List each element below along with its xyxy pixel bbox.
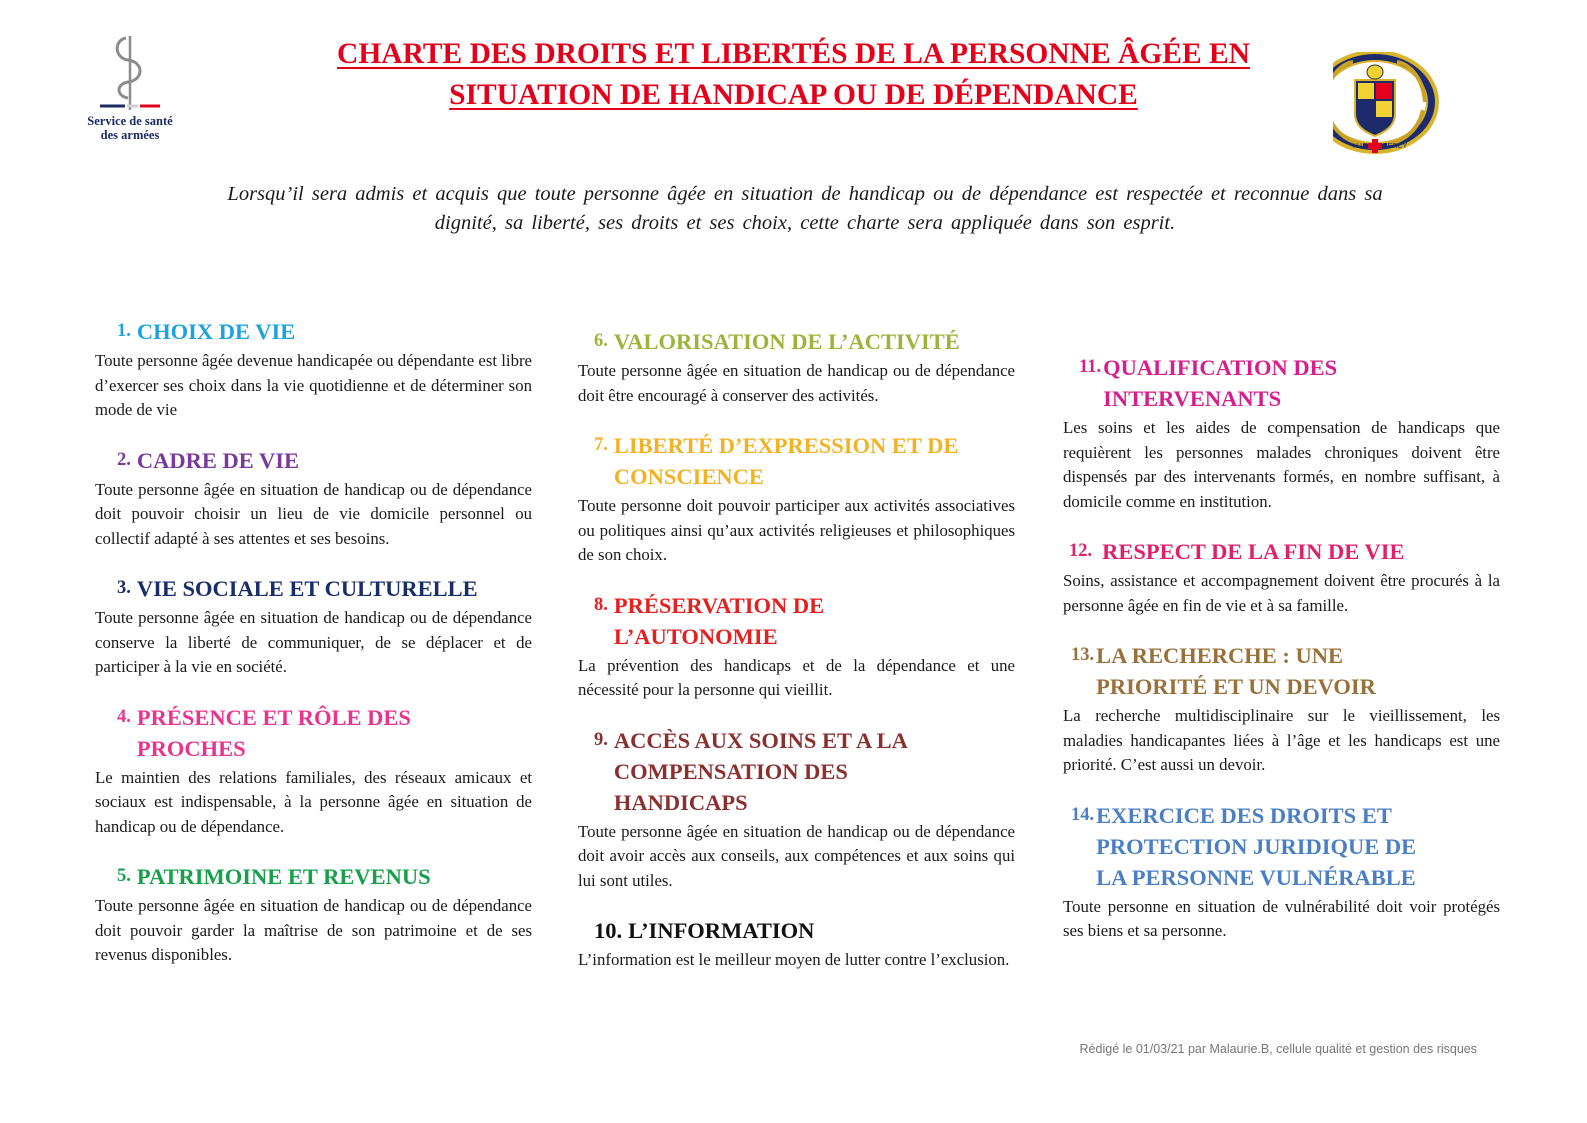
- section-12: [1063, 536, 1500, 618]
- caduceus-icon: [100, 34, 160, 114]
- section-13: [1063, 640, 1500, 778]
- footer-credit: Rédigé le 01/03/21 par Malaurie.B, cellule qualité et gestion des risques: [1079, 1042, 1477, 1056]
- section-10: [578, 915, 1015, 973]
- section-heading: 9. ACCÈS AUX SOINS ET A LA COMPENSATION DES HANDICAPS: [594, 727, 907, 815]
- section-body: Toute personne âgée en situation de handicap ou de dépendance doit être encouragé à conserver des activités.: [578, 361, 1015, 405]
- section-heading: 1. CHOIX DE VIE: [117, 319, 296, 344]
- hia-percy-emblem: [1333, 52, 1463, 162]
- section-body: La recherche multidisciplinaire sur le vieillissement, les maladies handicapantes liées à l’âge et les handicaps est une priorité. C’est aussi un devoir.: [1063, 706, 1500, 774]
- section-heading: 12. RESPECT DE LA FIN DE VIE: [1069, 539, 1405, 564]
- section-heading: 4. PRÉSENCE ET RÔLE DES PROCHES: [117, 704, 411, 761]
- section-heading: 7. LIBERTÉ D’EXPRESSION ET DE CONSCIENCE: [594, 433, 959, 489]
- section-body: Toute personne en situation de vulnérabilité doit voir protégés ses biens et sa personne.: [1063, 896, 1500, 940]
- section-7: [578, 430, 1015, 568]
- intro-paragraph: Lorsqu’il sera admis et acquis que toute personne âgée en situation de handicap ou de dépendance est respectée et reconnue dans sa dignité, sa liberté, ses droits et ses choix, cette charte sera appliquée dans son esprit.: [227, 183, 1383, 234]
- section-heading: 14. EXERCICE DES DROITS ET PROTECTION JURIDIQUE DE LA PERSONNE VULNÉRABLE: [1071, 802, 1417, 890]
- svg-text:H.I.A: H.I.A: [1353, 143, 1369, 150]
- section-2: [95, 445, 532, 552]
- section-3: [95, 573, 532, 680]
- page-title: [250, 34, 1337, 116]
- section-body: L’information est le meilleur moyen de lutter contre l’exclusion.: [578, 950, 1010, 969]
- section-body: Soins, assistance et accompagnement doivent être procurés à la personne âgée en fin de vie et à sa famille.: [1063, 571, 1500, 615]
- section-heading: 10. L’INFORMATION: [594, 918, 815, 943]
- section-heading: 3. VIE SOCIALE ET CULTURELLE: [117, 576, 478, 601]
- column-3: [1063, 352, 1500, 944]
- title-line-1: CHARTE DES DROITS ET LIBERTÉS DE LA PERSONNE ÂGÉE EN: [337, 38, 1250, 70]
- section-6: [578, 326, 1015, 408]
- logo-caption: Service de santé des armées: [87, 114, 173, 142]
- section-body: Toute personne doit pouvoir participer aux activités associatives ou politiques ainsi qu’aux activités religieuses et philosophiques de son choix.: [578, 496, 1015, 564]
- section-heading: 13. LA RECHERCHE : UNE PRIORITÉ ET UN DEVOIR: [1071, 643, 1376, 699]
- section-body: Le maintien des relations familiales, des réseaux amicaux et sociaux est indispensable, à la personne âgée en situation de handicap ou de dépendance.: [95, 767, 532, 836]
- column-1: [95, 316, 532, 968]
- section-heading: 6. VALORISATION DE L’ACTIVITÉ: [594, 329, 960, 354]
- section-body: Les soins et les aides de compensation de handicaps que requièrent les personnes malades chroniques doivent être dispensés par des intervenants formés, en nombre suffisant, à domicile comme en institution.: [1063, 418, 1500, 511]
- section-heading: 5. PATRIMOINE ET REVENUS: [117, 864, 431, 889]
- section-body: Toute personne âgée en situation de handicap ou de dépendance conserve la liberté de communiquer, de se déplacer et de participer à la vie en société.: [95, 608, 532, 676]
- section-body: Toute personne âgée en situation de handicap ou de dépendance doit pouvoir garder la maîtrise de son patrimoine et de ses revenus disponibles.: [95, 896, 532, 964]
- section-1: [95, 316, 532, 423]
- section-heading: 11. QUALIFICATION DES INTERVENANTS: [1079, 355, 1338, 411]
- section-body: La prévention des handicaps et de la dépendance et une nécessité pour la personne qui vieillit.: [578, 655, 1015, 699]
- section-heading: 2. CADRE DE VIE: [117, 447, 299, 473]
- section-14: [1063, 800, 1500, 944]
- section-9: [578, 725, 1015, 894]
- service-sante-armees-logo: [70, 34, 190, 144]
- section-11: [1063, 352, 1500, 514]
- section-heading: 8. PRÉSERVATION DE L’AUTONOMIE: [594, 592, 825, 649]
- section-body: Toute personne âgée en situation de handicap ou de dépendance doit avoir accès aux conseils, aux compétences et aux soins qui lui sont utiles.: [578, 821, 1015, 890]
- section-8: [578, 590, 1015, 703]
- section-body: Toute personne âgée en situation de handicap ou de dépendance doit pouvoir choisir un lieu de vie domicile personnel ou collectif adapté à ses attentes et ses besoins.: [95, 479, 532, 548]
- section-5: [95, 861, 532, 968]
- section-body: Toute personne âgée devenue handicapée ou dépendante est libre d’exercer ses choix dans la vie quotidienne et de déterminer son mode de vie: [95, 351, 532, 419]
- svg-text:PERCY: PERCY: [1383, 143, 1408, 150]
- column-2: [578, 326, 1015, 973]
- title-line-2: SITUATION DE HANDICAP OU DE DÉPENDANCE: [449, 79, 1138, 111]
- section-4: [95, 702, 532, 840]
